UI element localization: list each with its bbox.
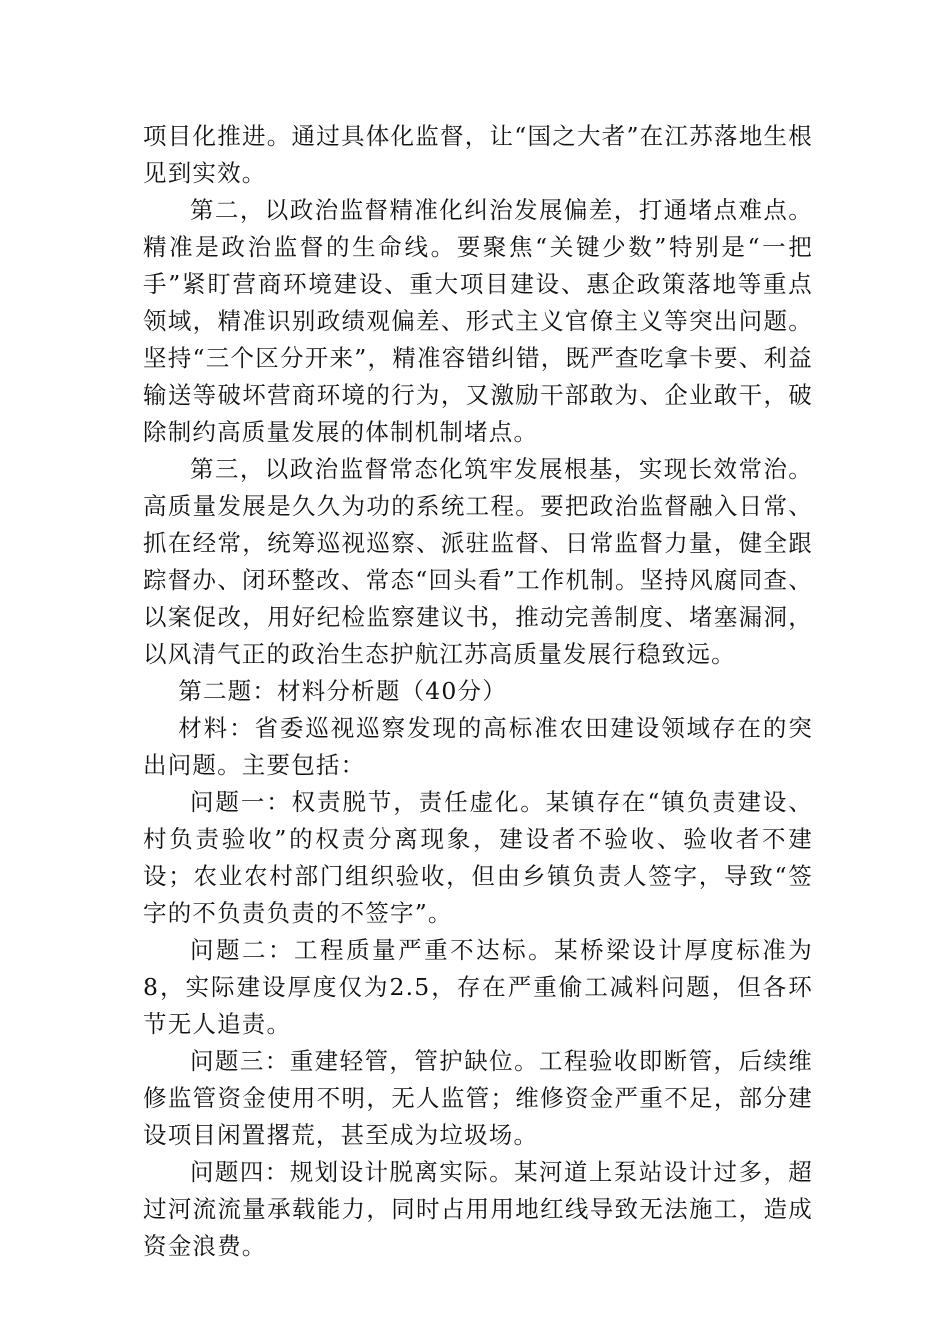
- problem-four: 问题四：规划设计脱离实际。某河道上泵站设计过多，超过河流流量承载能力，同时占用用地红线导致无法施工，造成资金浪费。: [143, 1158, 813, 1260]
- material-intro: 材料：省委巡视巡察发现的高标准农田建设领域存在的突出问题。主要包括：: [143, 714, 813, 779]
- document-body: [143, 118, 813, 1265]
- question-two-heading: 第二题：材料分析题（40分）: [178, 677, 507, 705]
- problem-three: 问题三：重建轻管，管护缺位。工程验收即断管，后续维修监管资金使用不明，无人监管；维修资金严重不足，部分建设项目闲置撂荒，甚至成为垃圾场。: [143, 1047, 813, 1149]
- paragraph-second-point: 第二，以政治监督精准化纠治发展偏差，打通堵点难点。精准是政治监督的生命线。要聚焦“关键少数”特别是“一把手”紧盯营商环境建设、重大项目建设、惠企政策落地等重点领域，精准识别政绩观偏差、形式主义官僚主义等突出问题。坚持“三个区分开来”，精准容错纠错，既严查吃拿卡要、利益输送等破坏营商环境的行为，又激励干部敢为、企业敢干，破除制约高质量发展的体制机制堵点。: [143, 196, 813, 446]
- paragraph-continuation: 项目化推进。通过具体化监督，让“国之大者”在江苏落地生根见到实效。: [143, 122, 813, 187]
- problem-two: 问题二：工程质量严重不达标。某桥梁设计厚度标准为8，实际建设厚度仅为2.5，存在严重偷工减料问题，但各环节无人追责。: [143, 936, 813, 1038]
- problem-one: 问题一：权责脱节，责任虚化。某镇存在“镇负责建设、村负责验收”的权责分离现象，建设者不验收、验收者不建设；农业农村部门组织验收，但由乡镇负责人签字，导致“签字的不负责负责的不签字”。: [143, 788, 813, 927]
- paragraph-third-point: 第三，以政治监督常态化筑牢发展根基，实现长效常治。高质量发展是久久为功的系统工程。要把政治监督融入日常、抓在经常，统筹巡视巡察、派驻监督、日常监督力量，健全跟踪督办、闭环整改、常态“回头看”工作机制。坚持风腐同查、以案促改，用好纪检监察建议书，推动完善制度、堵塞漏洞，以风清气正的政治生态护航江苏高质量发展行稳致远。: [143, 455, 813, 668]
